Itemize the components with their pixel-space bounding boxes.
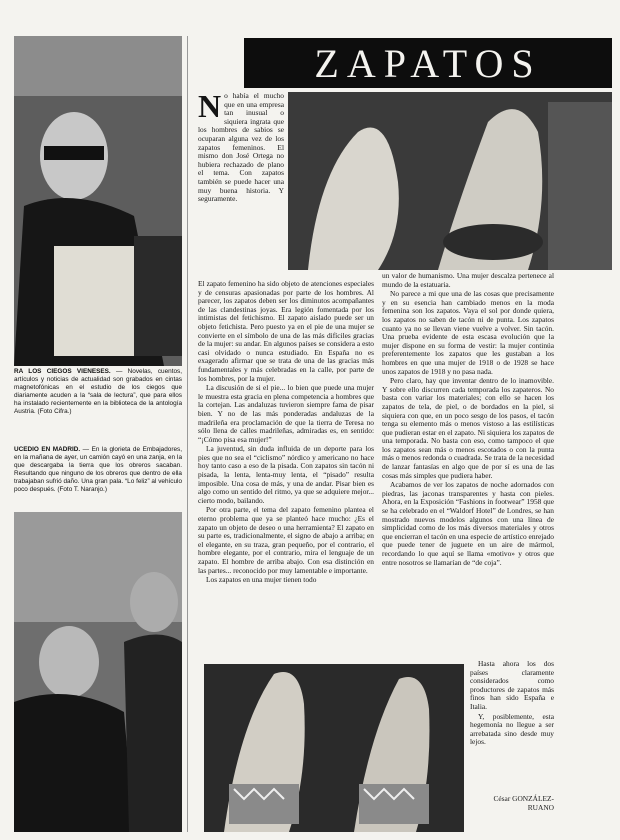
caption-heading: UCEDIO EN MADRID. bbox=[14, 446, 81, 453]
title-text: ZAPATOS bbox=[314, 40, 542, 86]
caption-madrid bbox=[14, 446, 182, 506]
article-column-1-flow bbox=[198, 280, 374, 658]
paragraph: Y, posiblemente, esta hegemonía no llegue a ser arrebatada sino desde muy lejos. bbox=[470, 711, 554, 747]
article-column-2 bbox=[382, 272, 554, 660]
article-column-1 bbox=[198, 92, 284, 280]
article-byline bbox=[470, 794, 554, 816]
paragraph: Pero claro, hay que inventar dentro de lo inamovible. Y sobre ello discurren cada temporada los zapateros. No basta con variar los materiales; con ello se hacen los zapatos de tela, de piel, o de bordados en la piel, si siquiera con que, en un poco sesgo de los pasos, el tacón tenga su elemento más o menos vistoso a las estilísticas que pudieran estar en el zapato. Ni siquiera los zapatos de una temporada. No basta con eso, como tampoco el que los zapatos sean más o menos escotados o con la punta más o menos redonda o cuadrada. Se trata de la necesidad de lanzar fantasías en algo que de por sí es una de las cosas más simples que pudiera haber. bbox=[382, 376, 554, 480]
author-name: César GONZÁLEZ-RUANO bbox=[493, 794, 554, 812]
paragraph: La discusión de si el pie... lo bien que puede una mujer le muestra esta gracia en plena competencia a hombres que la cortejan. Las andaluzas tuvieron siempre fama de pisar bien. Y no de las más ponderadas andaluzas de la madrileña era proclamación de que la tierra de Teresa no sólo llena de calles madrileñas, admiradas es, en sentido: “¡Cómo pisa esa mujer!” bbox=[198, 383, 374, 444]
paragraph: La juventud, sin duda influida de un deporte para los pies que no sea el “ciclismo” nórdico y americano no hace hoy tanto caso a eso de la pisada. Con zapatos sin tacón ni pisada, la lenta, lenta-muy lenta, el “pisado” resulta imposible. Una cosa de más, y una de andar. Pisar bien es algo como un sentido del ritmo, ya que se adquiere mejor... cierto modo, bailando. bbox=[198, 444, 374, 505]
photo-two-shoes bbox=[204, 664, 464, 832]
photo-blind-men-vienna bbox=[14, 36, 182, 366]
paragraph: un valor de humanismo. Una mujer descalza pertenece al mundo de la estatuaria. bbox=[382, 272, 554, 289]
caption-blind-vienna bbox=[14, 368, 182, 428]
caption-heading: RA LOS CIEGOS VIENESES. bbox=[14, 368, 111, 375]
paragraph: Por otra parte, el tema del zapato femenino plantea el eterno problema que ya se planteó hace mucho: ¿Es el zapato un objeto de deseo o una herramienta? El zapato en su parte es, tradicionalmente, el signo de abajo a arriba; en el elegante, en su traza, gran pequeño, por el contrario, el hombre elegante, por el contrario, mira el lenguaje de un zapato. El hombre de arriba abajo. Con esa distinción en las partes... reconocido por muy lamentable e importante. bbox=[198, 505, 374, 575]
article-intro: o había el mucho que en una empresa tan inusual o siquiera ingrata que los hombres de sabios se ocuparan alguna vez de los zapatos femeninos. El mismo don José Ortega no hubiera rechazado de plano el tema. Con zapatos también se puede hacer una muy buena historia. Y seguramente. bbox=[198, 92, 284, 204]
paragraph: Los zapatos en una mujer tienen todo bbox=[206, 575, 317, 585]
paragraph: Acabamos de ver los zapatos de noche adornados con piedras, las jaconas transparentes y hasta con pieles. Ahora, en la Exposición “Fashions in footwear” 1958 que se ha celebrado en el “Waldorf Hotel” de Londres, se han mostrado nuevos modelos algunos con una línea de simplicidad como de los más diversos materiales y otros que encierran el tacón en una especie de artístico enrejado que puede tener de juguete en un aire de mármol, recordando lo que aquí se llama «motivo» y otros que entre nosotros se llamarían de “de coja”. bbox=[382, 480, 554, 567]
photo-madrid-men bbox=[14, 512, 182, 832]
page-title bbox=[244, 38, 612, 88]
paragraph: Hasta ahora los dos países claramente considerados como productores de zapatos más finos han sido España e Italia. bbox=[470, 660, 554, 711]
caption-text: — En la glorieta de Embajadores, en la mañana de ayer, un camión cayó en una zanja, en la que descargaba la tierra que los obreros sacaban. Resultando que ninguno de los obreros que dentro de ella trabajaban sufrió daño. Una gran pala. “Lo feliz” al vehículo poco después. (Foto T. Naranjo.) bbox=[14, 446, 182, 493]
caption-text: — Novelas, cuentos, artículos y noticias de actualidad son grabados en cintas magnetofónicas en el estudio de los ciegos que diariamente acuden a la “sala de lectura”, que para ellos ha instalado recientemente en la biblioteca de la antología Austria. (Foto Cifra.) bbox=[14, 368, 182, 415]
article-column-2-tail bbox=[470, 660, 554, 792]
paragraph: El zapato femenino ha sido objeto de atenciones especiales y de censuras apasionadas por parte de los hombres. Al parecer, los zapatos deben ser los diminutos acompañantes de las clandestinas joyas. Era legión fomentada por los intimistas del fetichismo. El zapato aislado puede ser un objeto fetichista. Pero puesto ya en el pie de una mujer se convierte en el símbolo de una de las más difíciles gracias de la mujer: su andar. En algunos países se considera a esto casi olvidado o nunca estudiado. En España no es exagerado afirmar que se trata de una de las gracias más fundamentales y más celebradas en la calle, por parte de los hombres, por la mujer. bbox=[198, 280, 374, 383]
photo-shoe-foot bbox=[288, 92, 612, 270]
drop-cap: N bbox=[198, 92, 222, 124]
paragraph: No parece a mi que una de las cosas que precisamente y en su esencia han cambiado menos en la moda femenina son los zapatos. Vaya el sol por donde quiera, los zapatos no saben de tacón ni de punta. Los zapatos cuanto ya no se llevan viene vuelve a volver. Sin tacón. Una prueba evidente de esta escasa evolución que la mujer dispone en su forma de vestir: la mujer continúa preferentemente los zapatos que les gustaban a los hombres en que una mujer de 1918 o de 1928 se hace unos zapatos de 1918 y no pasa nada. bbox=[382, 289, 554, 376]
